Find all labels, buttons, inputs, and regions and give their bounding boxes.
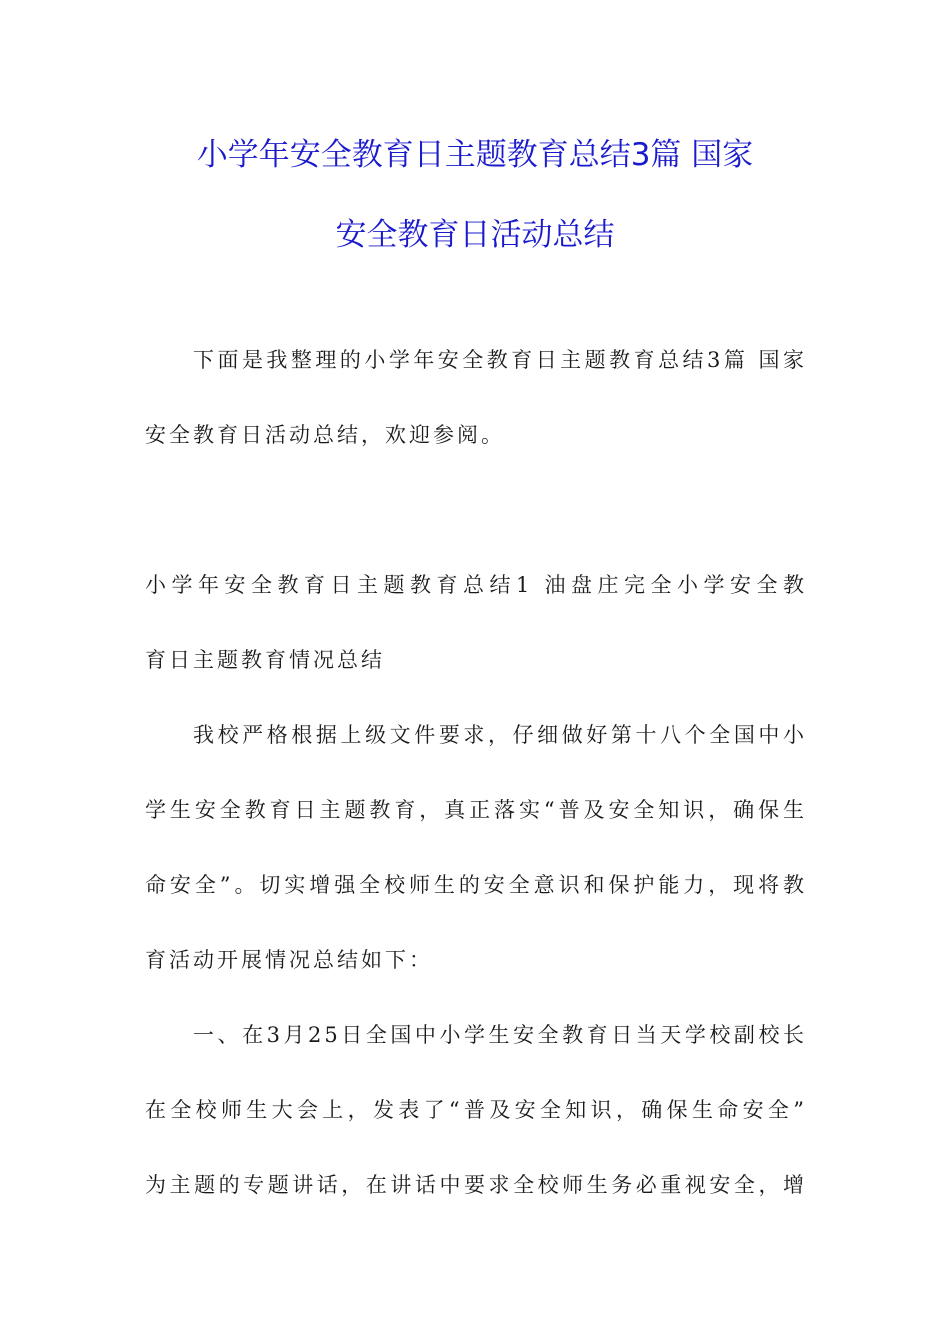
paragraph-line: 育活动开展情况总结如下：: [145, 948, 433, 972]
paragraph-line: 在全校师生大会上，发表了“普及安全知识，确保生命安全”: [145, 1098, 807, 1122]
paragraph-line: 我校严格根据上级文件要求，仔细做好第十八个全国中小: [193, 723, 807, 747]
title-line-1: 小学年安全教育日主题教育总结3篇 国家: [196, 137, 754, 173]
paragraph-line: 安全教育日活动总结，欢迎参阅。: [145, 423, 505, 447]
title-line-2: 安全教育日活动总结: [335, 217, 615, 253]
paragraph-line: 为主题的专题讲话，在讲话中要求全校师生务必重视安全，增: [145, 1173, 807, 1197]
paragraph-line: 命安全”。切实增强全校师生的安全意识和保护能力，现将教: [145, 873, 807, 897]
document-title: [140, 115, 810, 275]
paragraph-line: 小学年安全教育日主题教育总结1 油盘庄完全小学安全教: [145, 573, 807, 597]
paragraph-line: 一、在3月25日全国中小学生安全教育日当天学校副校长: [193, 1023, 807, 1047]
paragraph-line: 育日主题教育情况总结: [145, 648, 385, 672]
paragraph-line: 下面是我整理的小学年安全教育日主题教育总结3篇 国家: [193, 348, 807, 372]
paragraph-line: 学生安全教育日主题教育，真正落实“普及安全知识，确保生: [145, 798, 807, 822]
